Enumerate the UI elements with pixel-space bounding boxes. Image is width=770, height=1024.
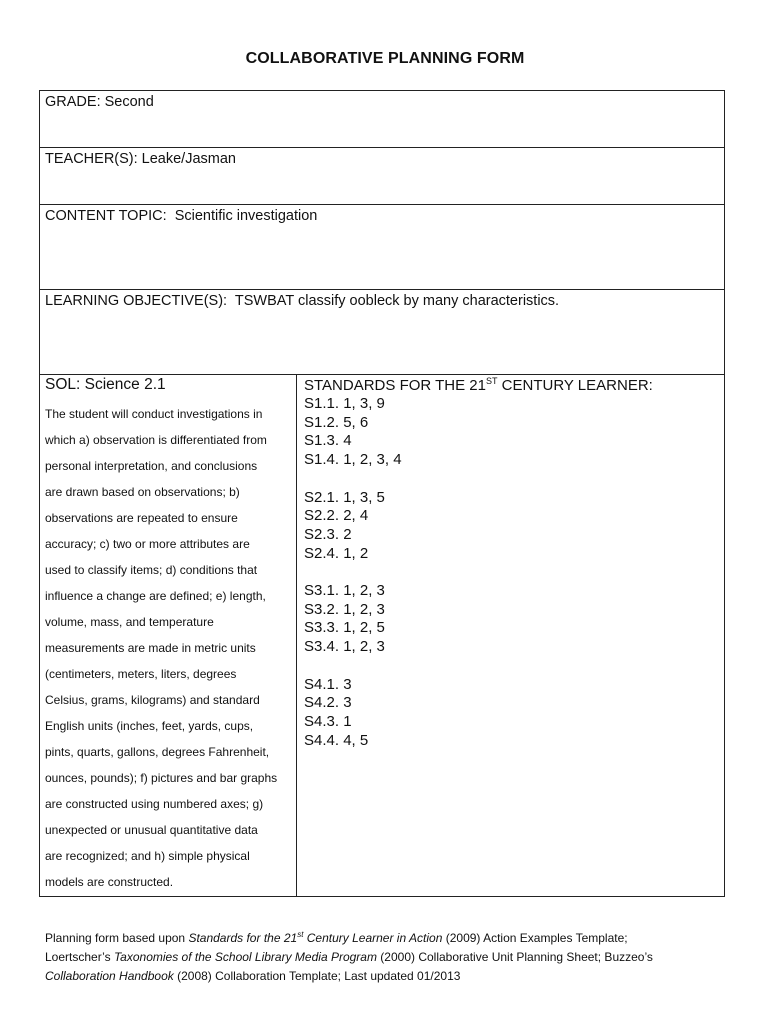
sol-description-line: are recognized; and h) simple physical: [45, 849, 250, 863]
standards-list: [304, 395, 402, 769]
learning-objective-row: [40, 290, 724, 375]
sol-description-line: are constructed using numbered axes; g): [45, 797, 264, 811]
standard-item: S1.3. 4: [304, 432, 352, 450]
standard-item: S1.1. 1, 3, 9: [304, 395, 385, 412]
sol-cell: [40, 375, 297, 896]
sol-description-line: ounces, pounds); f) pictures and bar graphs: [45, 771, 278, 785]
footer-text: (2009) Action Examples Template;: [442, 931, 628, 945]
sol-description-line: Celsius, grams, kilograms) and standard: [45, 693, 260, 707]
standards-group: [304, 582, 402, 657]
standard-item: S4.1. 3: [304, 675, 352, 693]
sol-description-line: The student will conduct investigations in: [45, 407, 263, 421]
footer-text: Planning form based upon: [45, 931, 189, 945]
sol-description-line: unexpected or unusual quantitative data: [45, 823, 258, 837]
sol-description-line: observations are repeated to ensure: [45, 511, 238, 525]
standard-item: S2.3. 2: [304, 525, 352, 543]
footer-italic: Taxonomies of the School Library Media Program: [113, 950, 377, 964]
footer-line-1: [45, 925, 735, 948]
standard-item: S3.2. 1, 2, 3: [304, 600, 385, 618]
sol-description: [45, 401, 297, 895]
standard-item: S2.2. 2, 4: [304, 507, 369, 525]
sol-heading: SOL: Science 2.1: [45, 376, 166, 393]
footer-text: Loertscher’s: [45, 950, 114, 964]
sol-description-line: (centimeters, meters, liters, degrees: [45, 667, 237, 681]
footer-line-3: [45, 967, 735, 986]
sol-description-line: used to classify items; d) conditions that: [45, 563, 258, 577]
sol-description-line: are drawn based on observations; b): [45, 485, 240, 499]
standard-item: S4.4. 4, 5: [304, 731, 369, 749]
footer-text: (2008) Collaboration Template; Last updated 01/2013: [173, 969, 461, 983]
footer-text: (2000) Collaborative Unit Planning Sheet; Buzzeo’s: [376, 950, 653, 964]
learning-objective-text: LEARNING OBJECTIVE(S): TSWBAT classify oobleck by many characteristics.: [45, 293, 560, 309]
standard-item: S1.4. 1, 2, 3, 4: [304, 451, 402, 469]
grade-row: [40, 91, 724, 148]
sol-description-line: models are constructed.: [45, 875, 174, 889]
sol-description-line: English units (inches, feet, yards, cups,: [45, 719, 254, 733]
standard-item: S2.4. 1, 2: [304, 544, 369, 562]
standard-item: S4.2. 3: [304, 694, 352, 712]
sol-standards-row: [40, 375, 724, 896]
standards-group: [304, 395, 402, 470]
standards-heading: [304, 376, 653, 394]
sol-description-line: pints, quarts, gallons, degrees Fahrenheit,: [45, 745, 270, 759]
standard-item: S1.2. 5, 6: [304, 413, 369, 431]
standards-group: [304, 676, 402, 751]
teachers-text: TEACHER(S): Leake/Jasman: [45, 151, 236, 167]
sol-description-line: which a) observation is differentiated from: [45, 433, 267, 447]
teachers-row: [40, 148, 724, 205]
form-title: COLLABORATIVE PLANNING FORM: [245, 50, 525, 67]
footer-italic: Century Learner in Action: [303, 931, 443, 945]
footer-italic: Collaboration Handbook: [45, 969, 174, 983]
standards-group: [304, 489, 402, 564]
standard-item: S3.1. 1, 2, 3: [304, 582, 385, 599]
footer-citation: [45, 925, 735, 986]
sol-description-line: personal interpretation, and conclusions: [45, 459, 258, 473]
footer-sup: st: [297, 930, 304, 939]
planning-form-table: [39, 90, 725, 897]
standards-heading-post: CENTURY LEARNER:: [497, 377, 653, 394]
standard-item: S2.1. 1, 3, 5: [304, 488, 385, 506]
standards-cell: [297, 375, 724, 896]
content-topic-row: [40, 205, 724, 290]
standards-heading-sup: ST: [485, 376, 498, 386]
footer-line-2: [45, 948, 735, 967]
sol-description-line: accuracy; c) two or more attributes are: [45, 537, 250, 551]
sol-description-line: influence a change are defined; e) length,: [45, 589, 266, 603]
content-topic-text: CONTENT TOPIC: Scientific investigation: [45, 208, 318, 224]
sol-description-line: volume, mass, and temperature: [45, 615, 214, 629]
standard-item: S3.4. 1, 2, 3: [304, 638, 385, 656]
standards-heading-pre: STANDARDS FOR THE 21: [304, 377, 486, 394]
sol-description-line: measurements are made in metric units: [45, 641, 256, 655]
standard-item: S3.3. 1, 2, 5: [304, 619, 385, 637]
grade-text: GRADE: Second: [45, 94, 154, 110]
standard-item: S4.3. 1: [304, 712, 352, 730]
footer-italic: Standards for the 21: [188, 931, 298, 945]
